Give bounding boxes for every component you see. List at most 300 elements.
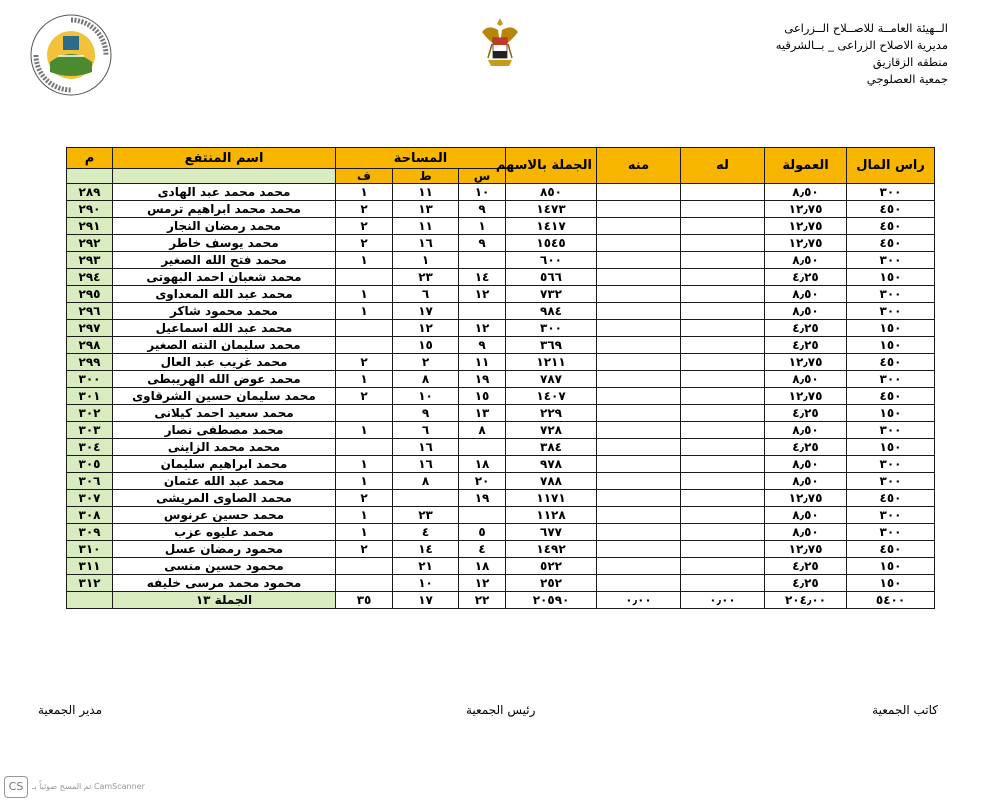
cell-capital: ١٥٠	[847, 575, 935, 592]
table-row	[67, 286, 935, 303]
header-area-t: ط	[393, 169, 459, 184]
cell-name: محمد مصطفى نصار	[113, 422, 336, 439]
cell-commission: ٨٫٥٠	[765, 252, 847, 269]
cell-total-shares: ٧٢٨	[506, 422, 597, 439]
cell-area-t: ٦	[393, 422, 459, 439]
cell-commission: ٤٫٢٥	[765, 320, 847, 337]
cell-area-f: ٢	[336, 490, 393, 507]
cell-area-f: ١	[336, 252, 393, 269]
cell-capital: ٤٥٠	[847, 541, 935, 558]
cell-capital: ٣٠٠	[847, 184, 935, 201]
cell-debit	[597, 524, 681, 541]
cell-area-f	[336, 439, 393, 456]
cell-name: محمود محمد مرسى خليفه	[113, 575, 336, 592]
cell-credit	[681, 235, 765, 252]
cell-capital: ٤٥٠	[847, 354, 935, 371]
cell-index: ٣٠٤	[67, 439, 113, 456]
cell-area-s: ١٣	[459, 405, 506, 422]
table-row	[67, 541, 935, 558]
cell-capital: ٣٠٠	[847, 422, 935, 439]
total-shares: ٢٠٥٩٠	[506, 592, 597, 609]
total-label: الجملة ١٣	[113, 592, 336, 609]
cell-area-f: ١	[336, 524, 393, 541]
table-row	[67, 473, 935, 490]
header-area-f: ف	[336, 169, 393, 184]
header-index: م	[67, 148, 113, 169]
cell-name: محمود حسين منسى	[113, 558, 336, 575]
cell-index: ٣١٢	[67, 575, 113, 592]
cell-index: ٢٩٩	[67, 354, 113, 371]
cell-debit	[597, 490, 681, 507]
cell-area-s: ٩	[459, 201, 506, 218]
cell-index: ٣٠٥	[67, 456, 113, 473]
cell-commission: ٨٫٥٠	[765, 184, 847, 201]
cell-total-shares: ٩٧٨	[506, 456, 597, 473]
cell-name: محمود رمضان عسل	[113, 541, 336, 558]
cell-name: محمد فتح الله الصغير	[113, 252, 336, 269]
cell-index: ٣٠٨	[67, 507, 113, 524]
cell-area-t: ٢	[393, 354, 459, 371]
cell-area-t: ٢١	[393, 558, 459, 575]
cell-name: محمد شعبان احمد البهوتى	[113, 269, 336, 286]
cell-debit	[597, 235, 681, 252]
cell-area-s: ١٩	[459, 371, 506, 388]
cell-credit	[681, 490, 765, 507]
cell-capital: ١٥٠	[847, 269, 935, 286]
cell-area-s: ٩	[459, 337, 506, 354]
cell-debit	[597, 337, 681, 354]
cell-index: ٢٩٤	[67, 269, 113, 286]
org-line-4: جمعية العصلوجي	[866, 72, 948, 86]
cell-debit	[597, 303, 681, 320]
cell-credit	[681, 558, 765, 575]
org-line-3: منطقه الزقازيق	[872, 55, 948, 69]
cell-debit	[597, 456, 681, 473]
cell-commission: ١٢٫٧٥	[765, 490, 847, 507]
cell-area-t: ٢٣	[393, 507, 459, 524]
cell-area-f: ١	[336, 371, 393, 388]
cell-area-t: ١٠	[393, 575, 459, 592]
cell-total-shares: ١١٢٨	[506, 507, 597, 524]
cell-commission: ٤٫٢٥	[765, 405, 847, 422]
cell-area-t: ١١	[393, 184, 459, 201]
cell-commission: ٨٫٥٠	[765, 422, 847, 439]
cell-index: ٢٩٥	[67, 286, 113, 303]
cell-commission: ١٢٫٧٥	[765, 235, 847, 252]
cell-commission: ١٢٫٧٥	[765, 201, 847, 218]
cell-commission: ٨٫٥٠	[765, 286, 847, 303]
org-line-2: مديرية الاصلاح الزراعى _ بــالشرقيه	[775, 38, 948, 52]
cell-commission: ١٢٫٧٥	[765, 541, 847, 558]
table-row	[67, 218, 935, 235]
cell-name: محمد عبد الله اسماعيل	[113, 320, 336, 337]
header-row	[67, 148, 935, 169]
cell-index: ٣١١	[67, 558, 113, 575]
total-commission: ٢٠٤٫٠٠	[765, 592, 847, 609]
cell-credit	[681, 320, 765, 337]
cell-index: ٢٩٢	[67, 235, 113, 252]
cell-capital: ٣٠٠	[847, 524, 935, 541]
cell-credit	[681, 252, 765, 269]
cell-area-s: ١٥	[459, 388, 506, 405]
cell-name: محمد عبد الله المعداوى	[113, 286, 336, 303]
cell-credit	[681, 524, 765, 541]
table-row	[67, 252, 935, 269]
org-line-1: الــهيئة العامــة للاصــلاح الــزراعى	[784, 21, 948, 35]
table-row	[67, 439, 935, 456]
table-row	[67, 524, 935, 541]
cell-capital: ٣٠٠	[847, 473, 935, 490]
table-row	[67, 184, 935, 201]
cell-area-f: ٢	[336, 218, 393, 235]
cell-capital: ١٥٠	[847, 337, 935, 354]
cell-index: ٢٩١	[67, 218, 113, 235]
table-row	[67, 575, 935, 592]
cell-commission: ٤٫٢٥	[765, 439, 847, 456]
cell-name: محمد رمضان النجار	[113, 218, 336, 235]
cell-debit	[597, 371, 681, 388]
cell-debit	[597, 388, 681, 405]
cell-capital: ١٥٠	[847, 405, 935, 422]
cell-index: ٢٩٦	[67, 303, 113, 320]
table-row	[67, 490, 935, 507]
cell-commission: ٨٫٥٠	[765, 371, 847, 388]
cell-area-f	[336, 337, 393, 354]
cell-area-t: ١١	[393, 218, 459, 235]
cell-area-s: ٤	[459, 541, 506, 558]
cell-debit	[597, 422, 681, 439]
cell-area-s: ١٢	[459, 286, 506, 303]
cell-area-t: ١٠	[393, 388, 459, 405]
cell-area-s	[459, 439, 506, 456]
cell-name: محمد الصاوى المريشى	[113, 490, 336, 507]
signature-secretary: كاتب الجمعية	[872, 703, 938, 717]
cell-name: محمد محمد الزاينى	[113, 439, 336, 456]
org-header	[618, 20, 948, 88]
cell-index: ٣٠٢	[67, 405, 113, 422]
cell-credit	[681, 422, 765, 439]
cell-area-f	[336, 558, 393, 575]
cell-total-shares: ٣٠٠	[506, 320, 597, 337]
cell-area-f: ١	[336, 473, 393, 490]
cell-index: ٣١٠	[67, 541, 113, 558]
cell-area-f: ١	[336, 303, 393, 320]
table-row	[67, 507, 935, 524]
total-debit: ٠٫٠٠	[597, 592, 681, 609]
cell-area-t: ٩	[393, 405, 459, 422]
cell-total-shares: ٦٧٧	[506, 524, 597, 541]
table-row	[67, 388, 935, 405]
total-area-s: ٢٢	[459, 592, 506, 609]
cell-area-s: ١٢	[459, 575, 506, 592]
cell-capital: ٣٠٠	[847, 507, 935, 524]
cell-name: محمد حسين عرنوس	[113, 507, 336, 524]
cell-name: محمد سليمان حسين الشرقاوى	[113, 388, 336, 405]
cell-total-shares: ١٤٧٣	[506, 201, 597, 218]
cell-commission: ٨٫٥٠	[765, 456, 847, 473]
table-row	[67, 337, 935, 354]
cell-total-shares: ٦٠٠	[506, 252, 597, 269]
cell-credit	[681, 405, 765, 422]
cell-area-t: ١٤	[393, 541, 459, 558]
ministry-logo	[28, 12, 114, 98]
cell-debit	[597, 269, 681, 286]
cell-credit	[681, 184, 765, 201]
cell-total-shares: ٧٣٢	[506, 286, 597, 303]
cell-credit	[681, 507, 765, 524]
cell-name: محمد محمود شاكر	[113, 303, 336, 320]
cell-credit	[681, 303, 765, 320]
cell-capital: ٣٠٠	[847, 286, 935, 303]
header-name-sub	[113, 169, 336, 184]
cell-area-t: ١٦	[393, 456, 459, 473]
cell-area-f: ١	[336, 286, 393, 303]
cell-area-s: ١١	[459, 354, 506, 371]
cell-area-s: ٢٠	[459, 473, 506, 490]
cell-area-f	[336, 320, 393, 337]
cell-total-shares: ١٤٩٢	[506, 541, 597, 558]
cell-area-s	[459, 303, 506, 320]
header-area: المساحة	[336, 148, 506, 169]
table-row	[67, 320, 935, 337]
cell-name: محمد عوض الله الهريبطى	[113, 371, 336, 388]
cell-total-shares: ٣٨٤	[506, 439, 597, 456]
cell-debit	[597, 541, 681, 558]
cell-index: ٢٨٩	[67, 184, 113, 201]
cell-debit	[597, 286, 681, 303]
signature-manager: مدير الجمعية	[38, 703, 103, 717]
cell-credit	[681, 371, 765, 388]
camscanner-text: تم المسح ضوئياً بـ CamScanner	[32, 782, 145, 791]
cell-credit	[681, 541, 765, 558]
cell-debit	[597, 575, 681, 592]
table-row	[67, 269, 935, 286]
ledger-body	[67, 184, 935, 592]
cell-area-s: ١٤	[459, 269, 506, 286]
header-name: اسم المنتفع	[113, 148, 336, 169]
cell-name: محمد يوسف خاطر	[113, 235, 336, 252]
cell-debit	[597, 405, 681, 422]
cell-area-s: ١٨	[459, 456, 506, 473]
cell-commission: ٤٫٢٥	[765, 337, 847, 354]
cell-commission: ١٢٫٧٥	[765, 218, 847, 235]
header-area-s: س	[459, 169, 506, 184]
cell-debit	[597, 558, 681, 575]
cell-index: ٣٠٧	[67, 490, 113, 507]
cell-area-s: ٩	[459, 235, 506, 252]
cell-total-shares: ١٥٤٥	[506, 235, 597, 252]
cell-commission: ١٢٫٧٥	[765, 388, 847, 405]
cell-credit	[681, 286, 765, 303]
cell-commission: ٨٫٥٠	[765, 507, 847, 524]
cell-commission: ٤٫٢٥	[765, 575, 847, 592]
header-commission: العمولة	[765, 148, 847, 184]
cell-area-s: ١	[459, 218, 506, 235]
cell-commission: ٨٫٥٠	[765, 473, 847, 490]
cell-debit	[597, 439, 681, 456]
cell-name: محمد سليمان النته الصغير	[113, 337, 336, 354]
cell-area-f: ١	[336, 456, 393, 473]
cell-credit	[681, 439, 765, 456]
cell-area-t: ١٣	[393, 201, 459, 218]
table-row	[67, 456, 935, 473]
cell-index: ٣٠٠	[67, 371, 113, 388]
total-area-t: ١٧	[393, 592, 459, 609]
cell-name: محمد محمد ابراهيم ترمس	[113, 201, 336, 218]
cell-area-t: ٨	[393, 473, 459, 490]
camscanner-badge: CS	[4, 776, 28, 798]
cell-area-f: ٢	[336, 388, 393, 405]
total-capital: ٥٤٠٠	[847, 592, 935, 609]
cell-capital: ٤٥٠	[847, 201, 935, 218]
cell-total-shares: ٧٨٨	[506, 473, 597, 490]
cell-area-s: ١٨	[459, 558, 506, 575]
cell-capital: ٣٠٠	[847, 371, 935, 388]
cell-total-shares: ٩٨٤	[506, 303, 597, 320]
table-row	[67, 405, 935, 422]
cell-total-shares: ١٢١١	[506, 354, 597, 371]
cell-debit	[597, 473, 681, 490]
cell-credit	[681, 388, 765, 405]
cell-debit	[597, 252, 681, 269]
cell-capital: ٤٥٠	[847, 235, 935, 252]
table-row	[67, 371, 935, 388]
cell-index: ٣٠٦	[67, 473, 113, 490]
cell-area-t: ٢٣	[393, 269, 459, 286]
cell-index: ٢٩٧	[67, 320, 113, 337]
cell-area-s	[459, 507, 506, 524]
cell-area-f: ١	[336, 507, 393, 524]
cell-credit	[681, 456, 765, 473]
table-row	[67, 201, 935, 218]
cell-capital: ٤٥٠	[847, 218, 935, 235]
egypt-eagle-emblem	[478, 14, 522, 74]
cell-area-t	[393, 490, 459, 507]
cell-area-s: ١٩	[459, 490, 506, 507]
total-index	[67, 592, 113, 609]
cell-total-shares: ١٤٠٧	[506, 388, 597, 405]
cell-commission: ٤٫٢٥	[765, 558, 847, 575]
cell-total-shares: ٧٨٧	[506, 371, 597, 388]
signature-president: رئيس الجمعية	[466, 703, 536, 717]
cell-name: محمد ابراهيم سليمان	[113, 456, 336, 473]
cell-commission: ٤٫٢٥	[765, 269, 847, 286]
cell-area-f: ٢	[336, 354, 393, 371]
cell-commission: ١٢٫٧٥	[765, 354, 847, 371]
cell-area-t: ٦	[393, 286, 459, 303]
total-credit: ٠٫٠٠	[681, 592, 765, 609]
cell-commission: ٨٫٥٠	[765, 303, 847, 320]
cell-name: محمد عبد الله عثمان	[113, 473, 336, 490]
cell-total-shares: ٢٢٩	[506, 405, 597, 422]
cell-area-t: ٨	[393, 371, 459, 388]
cell-total-shares: ٥٢٢	[506, 558, 597, 575]
cell-debit	[597, 507, 681, 524]
cell-capital: ٣٠٠	[847, 252, 935, 269]
cell-index: ٣٠٣	[67, 422, 113, 439]
cell-index: ٢٩٠	[67, 201, 113, 218]
cell-area-s: ١٢	[459, 320, 506, 337]
cell-name: محمد غريب عبد العال	[113, 354, 336, 371]
cell-area-t: ١	[393, 252, 459, 269]
cell-area-t: ١٥	[393, 337, 459, 354]
header-index-sub	[67, 169, 113, 184]
cell-capital: ٣٠٠	[847, 303, 935, 320]
cell-area-f: ١	[336, 184, 393, 201]
cell-area-t: ١٧	[393, 303, 459, 320]
cell-total-shares: ٨٥٠	[506, 184, 597, 201]
cell-name: محمد سعيد احمد كيلانى	[113, 405, 336, 422]
header-total-shares: الجملة بالاسهم	[506, 148, 597, 184]
cell-area-t: ٤	[393, 524, 459, 541]
cell-area-t: ١٢	[393, 320, 459, 337]
cell-area-s	[459, 252, 506, 269]
ledger-table	[66, 147, 935, 609]
cell-index: ٣٠٩	[67, 524, 113, 541]
cell-total-shares: ١١٧١	[506, 490, 597, 507]
table-row	[67, 235, 935, 252]
cell-capital: ٤٥٠	[847, 490, 935, 507]
total-row	[67, 592, 935, 609]
cell-credit	[681, 337, 765, 354]
cell-name: محمد محمد عبد الهادى	[113, 184, 336, 201]
cell-credit	[681, 354, 765, 371]
header-capital: راس المال	[847, 148, 935, 184]
cell-capital: ١٥٠	[847, 439, 935, 456]
header-credit: له	[681, 148, 765, 184]
cell-area-t: ١٦	[393, 235, 459, 252]
cell-capital: ١٥٠	[847, 558, 935, 575]
cell-area-f: ٢	[336, 541, 393, 558]
cell-debit	[597, 320, 681, 337]
cell-commission: ٨٫٥٠	[765, 524, 847, 541]
cell-area-s: ١٠	[459, 184, 506, 201]
table-row	[67, 354, 935, 371]
cell-credit	[681, 201, 765, 218]
table-row	[67, 558, 935, 575]
cell-name: محمد عليوه عزب	[113, 524, 336, 541]
cell-area-s: ٥	[459, 524, 506, 541]
cell-debit	[597, 354, 681, 371]
table-row	[67, 422, 935, 439]
cell-debit	[597, 201, 681, 218]
cell-credit	[681, 269, 765, 286]
cell-area-f: ١	[336, 422, 393, 439]
total-area-f: ٣٥	[336, 592, 393, 609]
cell-total-shares: ٢٥٢	[506, 575, 597, 592]
cell-index: ٢٩٣	[67, 252, 113, 269]
cell-capital: ١٥٠	[847, 320, 935, 337]
cell-credit	[681, 218, 765, 235]
cell-credit	[681, 575, 765, 592]
cell-area-f: ٢	[336, 235, 393, 252]
header-debit: منه	[597, 148, 681, 184]
cell-index: ٢٩٨	[67, 337, 113, 354]
cell-capital: ٣٠٠	[847, 456, 935, 473]
cell-area-t: ١٦	[393, 439, 459, 456]
cell-debit	[597, 184, 681, 201]
cell-debit	[597, 218, 681, 235]
cell-total-shares: ٥٦٦	[506, 269, 597, 286]
cell-area-f	[336, 405, 393, 422]
cell-area-f: ٢	[336, 201, 393, 218]
table-row	[67, 303, 935, 320]
cell-area-f	[336, 575, 393, 592]
cell-area-f	[336, 269, 393, 286]
cell-credit	[681, 473, 765, 490]
cell-capital: ٤٥٠	[847, 388, 935, 405]
cell-index: ٣٠١	[67, 388, 113, 405]
